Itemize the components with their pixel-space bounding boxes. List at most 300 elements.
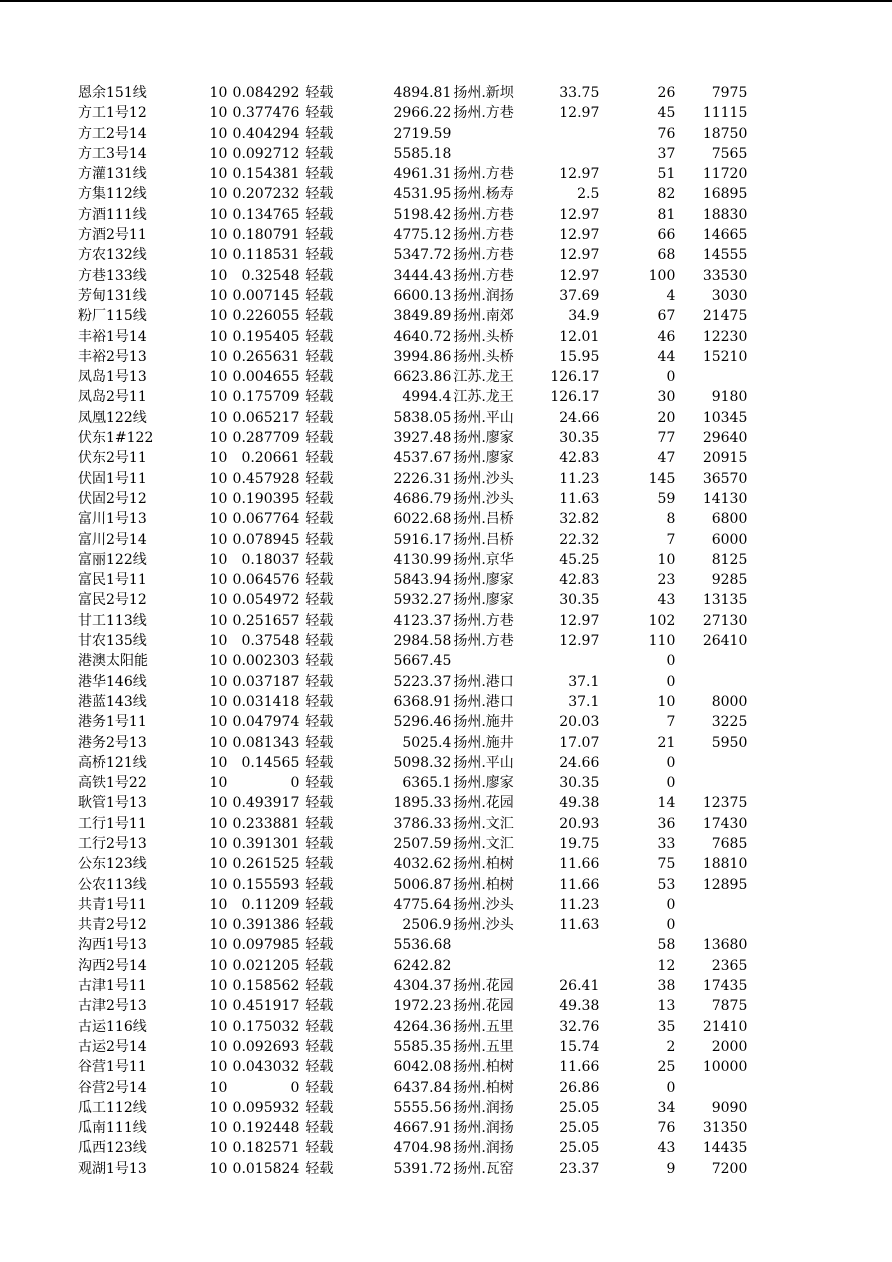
cell-line-name: 方集112线	[78, 186, 147, 203]
cell-count: 10	[657, 693, 676, 710]
cell-distance: 12.97	[559, 612, 600, 629]
cell-capacity: 13135	[702, 592, 748, 609]
table-row	[78, 184, 747, 204]
cell-value-a: 4531.95	[393, 186, 452, 203]
cell-load-status: 轻载	[305, 754, 334, 771]
cell-load-rate: 0.067764	[232, 511, 300, 528]
cell-count: 110	[648, 633, 676, 650]
cell-capacity: 7200	[711, 1160, 748, 1177]
cell-load-status: 轻载	[305, 511, 334, 528]
cell-substation: 扬州.柏树	[453, 856, 514, 873]
cell-voltage: 10	[209, 125, 228, 142]
cell-count: 53	[657, 876, 676, 893]
table-row	[78, 1138, 747, 1158]
cell-capacity: 6800	[711, 511, 748, 528]
cell-load-status: 轻载	[305, 673, 334, 690]
cell-count: 25	[657, 1059, 676, 1076]
cell-substation: 扬州.头桥	[453, 328, 514, 345]
cell-voltage: 10	[209, 369, 228, 386]
cell-substation: 扬州.廖家	[453, 592, 514, 609]
cell-distance: 23.37	[559, 1160, 600, 1177]
table-row	[78, 814, 747, 834]
cell-capacity	[675, 651, 747, 671]
cell-value-a: 6042.08	[393, 1059, 452, 1076]
cell-distance: 34.9	[568, 308, 600, 325]
cell-capacity	[675, 367, 747, 387]
table-row	[78, 1017, 747, 1037]
cell-value-a: 4123.37	[393, 612, 452, 629]
table-row	[78, 1037, 747, 1057]
table-row	[78, 469, 747, 489]
cell-load-status: 轻载	[305, 247, 334, 264]
cell-value-a: 5555.56	[393, 1099, 452, 1116]
cell-value-a: 4667.91	[393, 1120, 452, 1137]
cell-distance: 32.76	[559, 1018, 600, 1035]
cell-distance: 37.69	[559, 287, 600, 304]
cell-capacity: 2000	[711, 1038, 748, 1055]
cell-capacity: 21475	[702, 308, 748, 325]
cell-voltage: 10	[209, 1099, 228, 1116]
cell-capacity: 3225	[711, 714, 748, 731]
cell-load-rate: 0.118531	[232, 247, 300, 264]
cell-line-name: 富民2号12	[78, 592, 147, 609]
cell-line-name: 古运116线	[78, 1018, 147, 1035]
cell-count: 0	[666, 754, 676, 771]
cell-voltage: 10	[209, 856, 228, 873]
cell-line-name: 谷营1号11	[78, 1059, 147, 1076]
table-row	[78, 631, 747, 651]
cell-distance	[527, 651, 599, 671]
cell-voltage: 10	[209, 673, 228, 690]
cell-load-rate: 0.261525	[232, 856, 300, 873]
cell-load-status: 轻载	[305, 227, 334, 244]
cell-substation	[451, 935, 527, 955]
cell-line-name: 工行2号13	[78, 835, 147, 852]
cell-capacity: 16895	[702, 186, 748, 203]
table-row	[78, 164, 747, 184]
cell-substation: 扬州.柏树	[453, 876, 514, 893]
cell-voltage: 10	[209, 754, 228, 771]
cell-count: 67	[657, 308, 676, 325]
cell-count: 37	[657, 145, 676, 162]
cell-substation: 扬州.柏树	[453, 1059, 514, 1076]
cell-value-a: 4032.62	[393, 856, 452, 873]
table-row	[78, 712, 747, 732]
cell-load-rate: 0.207232	[232, 186, 300, 203]
cell-load-status: 轻载	[305, 1140, 334, 1157]
cell-capacity: 3030	[711, 287, 748, 304]
cell-line-name: 甘工113线	[78, 612, 147, 629]
cell-value-a: 4894.81	[393, 85, 452, 101]
cell-load-rate: 0.054972	[232, 592, 300, 609]
cell-distance	[527, 144, 599, 164]
cell-capacity: 33530	[702, 267, 748, 284]
cell-count: 51	[657, 166, 676, 183]
cell-value-a: 4304.37	[393, 978, 452, 995]
cell-line-name: 古津1号11	[78, 978, 147, 995]
cell-count: 14	[657, 795, 676, 812]
cell-distance: 15.74	[559, 1038, 600, 1055]
cell-distance: 11.66	[559, 876, 600, 893]
cell-distance: 12.01	[559, 328, 600, 345]
table-row	[78, 327, 747, 347]
cell-value-a: 5916.17	[393, 531, 452, 548]
cell-load-status: 轻载	[305, 85, 334, 101]
cell-voltage: 10	[209, 105, 228, 122]
cell-value-a: 4775.12	[393, 227, 452, 244]
cell-count: 0	[666, 369, 676, 386]
cell-line-name: 丰裕2号13	[78, 348, 147, 365]
cell-load-rate: 0.065217	[232, 409, 300, 426]
cell-substation	[451, 124, 527, 144]
cell-load-rate: 0.457928	[232, 470, 300, 487]
cell-load-rate: 0.092712	[232, 145, 300, 162]
cell-load-rate: 0.226055	[232, 308, 300, 325]
cell-voltage: 10	[209, 1018, 228, 1035]
cell-distance: 20.93	[559, 815, 600, 832]
cell-line-name: 沟西1号13	[78, 937, 147, 954]
cell-count: 59	[657, 490, 676, 507]
cell-distance: 32.82	[559, 511, 600, 528]
cell-distance: 37.1	[568, 693, 600, 710]
cell-load-status: 轻载	[305, 815, 334, 832]
table-row	[78, 124, 747, 144]
cell-substation: 扬州.平山	[453, 409, 514, 426]
cell-substation: 扬州.润扬	[453, 287, 514, 304]
cell-voltage: 10	[209, 978, 228, 995]
cell-load-rate: 0.021205	[232, 957, 300, 974]
cell-capacity: 18810	[702, 856, 748, 873]
cell-load-rate: 0.155593	[232, 876, 300, 893]
cell-value-a: 4264.36	[393, 1018, 452, 1035]
cell-voltage: 10	[209, 714, 228, 731]
cell-count: 21	[657, 734, 676, 751]
cell-line-name: 凤凰122线	[78, 409, 147, 426]
cell-value-a: 3444.43	[393, 267, 452, 284]
cell-distance: 42.83	[559, 450, 600, 467]
cell-load-rate: 0.195405	[232, 328, 300, 345]
cell-distance: 26.86	[559, 1079, 600, 1096]
cell-line-name: 港华146线	[78, 673, 147, 690]
table-row	[78, 489, 747, 509]
cell-distance: 11.23	[559, 896, 600, 913]
cell-load-rate: 0.175709	[232, 389, 300, 406]
cell-capacity: 12375	[702, 795, 748, 812]
cell-load-rate: 0.095932	[232, 1099, 300, 1116]
cell-value-a: 6365.1	[402, 775, 452, 792]
cell-substation: 扬州.润扬	[453, 1140, 514, 1157]
cell-value-a: 2226.31	[393, 470, 452, 487]
cell-line-name: 瓜南111线	[78, 1120, 147, 1137]
cell-capacity: 7875	[711, 998, 748, 1015]
cell-distance: 15.95	[559, 348, 600, 365]
cell-load-rate: 0.190395	[232, 490, 300, 507]
cell-substation: 扬州.沙头	[453, 470, 514, 487]
table-row	[78, 915, 747, 935]
cell-load-status: 轻载	[305, 551, 334, 568]
cell-distance	[527, 956, 599, 976]
cell-distance: 25.05	[559, 1099, 600, 1116]
cell-value-a: 4130.99	[393, 551, 452, 568]
cell-load-rate: 0.377476	[232, 105, 300, 122]
cell-line-name: 耿管1号13	[78, 795, 147, 812]
cell-load-status: 轻载	[305, 328, 334, 345]
cell-distance: 19.75	[559, 835, 600, 852]
cell-count: 35	[657, 1018, 676, 1035]
cell-line-name: 丰裕1号14	[78, 328, 147, 345]
table-row	[78, 367, 747, 387]
cell-load-rate: 0.081343	[232, 734, 300, 751]
cell-substation: 扬州.润扬	[453, 1120, 514, 1137]
cell-distance: 12.97	[559, 166, 600, 183]
cell-substation: 扬州.廖家	[453, 430, 514, 447]
table-row	[78, 245, 747, 265]
table-row	[78, 306, 747, 326]
table-row	[78, 1098, 747, 1118]
cell-substation: 扬州.五里	[453, 1018, 514, 1035]
cell-load-status: 轻载	[305, 998, 334, 1015]
cell-distance	[527, 124, 599, 144]
cell-voltage: 10	[209, 247, 228, 264]
cell-voltage: 10	[209, 551, 228, 568]
cell-distance: 33.75	[559, 85, 600, 101]
cell-line-name: 港务2号13	[78, 734, 147, 751]
cell-line-name: 港蓝143线	[78, 693, 147, 710]
cell-value-a: 6600.13	[393, 287, 452, 304]
cell-substation: 扬州.方巷	[453, 612, 514, 629]
cell-voltage: 10	[209, 775, 228, 792]
cell-substation: 扬州.杨寿	[453, 186, 514, 203]
cell-line-name: 共青1号11	[78, 896, 147, 913]
cell-distance: 30.35	[559, 592, 600, 609]
cell-load-status: 轻载	[305, 856, 334, 873]
cell-substation: 扬州.瓦窑	[453, 1160, 514, 1177]
cell-value-a: 1895.33	[393, 795, 452, 812]
cell-load-status: 轻载	[305, 409, 334, 426]
cell-load-status: 轻载	[305, 1120, 334, 1137]
cell-line-name: 方巷133线	[78, 267, 147, 284]
cell-voltage: 10	[209, 957, 228, 974]
cell-count: 77	[657, 430, 676, 447]
cell-voltage: 10	[209, 1079, 228, 1096]
cell-line-name: 公东123线	[78, 856, 147, 873]
cell-capacity: 11720	[702, 166, 748, 183]
cell-value-a: 6022.68	[393, 511, 452, 528]
cell-voltage: 10	[209, 85, 228, 101]
cell-distance: 11.63	[559, 917, 600, 934]
cell-voltage: 10	[209, 328, 228, 345]
table-row	[78, 753, 747, 773]
cell-count: 66	[657, 227, 676, 244]
table-row	[78, 1159, 747, 1179]
cell-line-name: 港务1号11	[78, 714, 147, 731]
cell-voltage: 10	[209, 917, 228, 934]
cell-count: 0	[666, 896, 676, 913]
cell-distance: 11.66	[559, 856, 600, 873]
cell-capacity: 13680	[702, 937, 748, 954]
cell-capacity: 26410	[702, 633, 748, 650]
cell-voltage: 10	[209, 470, 228, 487]
table-row	[78, 570, 747, 590]
cell-load-rate: 0.154381	[232, 166, 300, 183]
cell-substation: 江苏.龙王	[453, 389, 514, 406]
cell-line-name: 伏固2号12	[78, 490, 147, 507]
cell-capacity: 7685	[711, 835, 748, 852]
cell-count: 20	[657, 409, 676, 426]
cell-count: 2	[666, 1038, 676, 1055]
cell-line-name: 工行1号11	[78, 815, 147, 832]
cell-capacity: 20915	[702, 450, 748, 467]
cell-count: 82	[657, 186, 676, 203]
cell-voltage: 10	[209, 835, 228, 852]
cell-distance: 24.66	[559, 409, 600, 426]
cell-value-a: 5843.94	[393, 572, 452, 589]
cell-voltage: 10	[209, 693, 228, 710]
cell-load-rate: 0.002303	[232, 653, 300, 670]
cell-distance: 12.97	[559, 247, 600, 264]
cell-load-rate: 0.182571	[232, 1140, 300, 1157]
table-row	[78, 935, 747, 955]
cell-substation: 扬州.南郊	[453, 308, 514, 325]
cell-value-a: 6437.84	[393, 1079, 452, 1096]
cell-capacity: 9090	[711, 1099, 748, 1116]
cell-substation: 扬州.文汇	[453, 815, 514, 832]
cell-voltage: 10	[209, 490, 228, 507]
table-row	[78, 672, 747, 692]
cell-voltage: 10	[209, 348, 228, 365]
cell-load-rate: 0.007145	[232, 287, 300, 304]
table-row	[78, 144, 747, 164]
cell-load-status: 轻载	[305, 105, 334, 122]
cell-distance: 24.66	[559, 754, 600, 771]
table-row	[78, 103, 747, 123]
cell-load-status: 轻载	[305, 633, 334, 650]
cell-substation: 扬州.新坝	[453, 85, 514, 101]
cell-capacity	[675, 895, 747, 915]
cell-count: 43	[657, 592, 676, 609]
cell-load-status: 轻载	[305, 714, 334, 731]
cell-load-status: 轻载	[305, 693, 334, 710]
cell-line-name: 富民1号11	[78, 572, 147, 589]
cell-distance: 11.66	[559, 1059, 600, 1076]
cell-capacity: 10345	[702, 409, 748, 426]
cell-load-status: 轻载	[305, 267, 334, 284]
cell-substation: 扬州.方巷	[453, 227, 514, 244]
cell-distance: 2.5	[577, 186, 600, 203]
cell-voltage: 10	[209, 1059, 228, 1076]
cell-value-a: 5391.72	[393, 1160, 452, 1177]
cell-count: 45	[657, 105, 676, 122]
cell-substation	[451, 144, 527, 164]
cell-capacity: 11115	[702, 105, 748, 122]
cell-count: 34	[657, 1099, 676, 1116]
cell-capacity: 18750	[702, 125, 748, 142]
cell-load-status: 轻载	[305, 835, 334, 852]
cell-distance: 25.05	[559, 1120, 600, 1137]
cell-load-status: 轻载	[305, 430, 334, 447]
cell-count: 43	[657, 1140, 676, 1157]
cell-load-rate: 0.391386	[232, 917, 300, 934]
cell-voltage: 10	[209, 287, 228, 304]
top-border-line	[0, 0, 892, 2]
cell-load-status: 轻载	[305, 1059, 334, 1076]
cell-capacity: 8000	[711, 693, 748, 710]
table-row	[78, 509, 747, 529]
table-row	[78, 773, 747, 793]
cell-value-a: 5198.42	[393, 206, 452, 223]
cell-capacity	[675, 753, 747, 773]
cell-capacity: 36570	[702, 470, 748, 487]
cell-value-a: 2719.59	[393, 125, 452, 142]
cell-value-a: 4704.98	[393, 1140, 452, 1157]
table-row	[78, 387, 747, 407]
cell-value-a: 3994.86	[393, 348, 452, 365]
cell-value-a: 5585.18	[393, 145, 452, 162]
cell-voltage: 10	[209, 308, 228, 325]
cell-line-name: 凤岛2号11	[78, 389, 147, 406]
table-row	[78, 550, 747, 570]
cell-voltage: 10	[209, 633, 228, 650]
cell-count: 23	[657, 572, 676, 589]
cell-load-rate: 0.180791	[232, 227, 300, 244]
cell-distance: 12.97	[559, 227, 600, 244]
cell-load-status: 轻载	[305, 1099, 334, 1116]
cell-value-a: 5098.32	[393, 754, 452, 771]
cell-load-status: 轻载	[305, 1038, 334, 1055]
cell-value-a: 4537.67	[393, 450, 452, 467]
cell-line-name: 港澳太阳能	[78, 653, 148, 670]
table-row	[78, 286, 747, 306]
cell-load-rate: 0.493917	[232, 795, 300, 812]
cell-capacity: 14665	[702, 227, 748, 244]
cell-count: 47	[657, 450, 676, 467]
cell-substation: 扬州.施井	[453, 714, 514, 731]
cell-distance: 12.97	[559, 206, 600, 223]
cell-substation: 扬州.五里	[453, 1038, 514, 1055]
cell-load-status: 轻载	[305, 470, 334, 487]
cell-capacity: 7975	[711, 85, 748, 101]
cell-voltage: 10	[209, 998, 228, 1015]
cell-count: 7	[666, 714, 676, 731]
table-row	[78, 611, 747, 631]
cell-load-rate: 0.451917	[232, 998, 300, 1015]
cell-load-status: 轻载	[305, 775, 334, 792]
cell-substation: 扬州.花园	[453, 795, 514, 812]
cell-capacity: 17435	[702, 978, 748, 995]
cell-count: 68	[657, 247, 676, 264]
cell-line-name: 甘农135线	[78, 633, 147, 650]
cell-voltage: 10	[209, 531, 228, 548]
cell-capacity: 14435	[702, 1140, 748, 1157]
cell-load-rate: 0.404294	[232, 125, 300, 142]
cell-capacity: 14555	[702, 247, 748, 264]
cell-line-name: 方农132线	[78, 247, 147, 264]
cell-distance: 25.05	[559, 1140, 600, 1157]
cell-voltage: 10	[209, 612, 228, 629]
cell-distance	[527, 935, 599, 955]
cell-capacity: 5950	[711, 734, 748, 751]
cell-value-a: 5585.35	[393, 1038, 452, 1055]
cell-capacity: 18830	[702, 206, 748, 223]
cell-substation: 扬州.沙头	[453, 490, 514, 507]
cell-count: 46	[657, 328, 676, 345]
cell-line-name: 古津2号13	[78, 998, 147, 1015]
cell-load-status: 轻载	[305, 572, 334, 589]
table-row	[78, 448, 747, 468]
cell-voltage: 10	[209, 206, 228, 223]
cell-distance: 42.83	[559, 572, 600, 589]
cell-capacity: 17430	[702, 815, 748, 832]
